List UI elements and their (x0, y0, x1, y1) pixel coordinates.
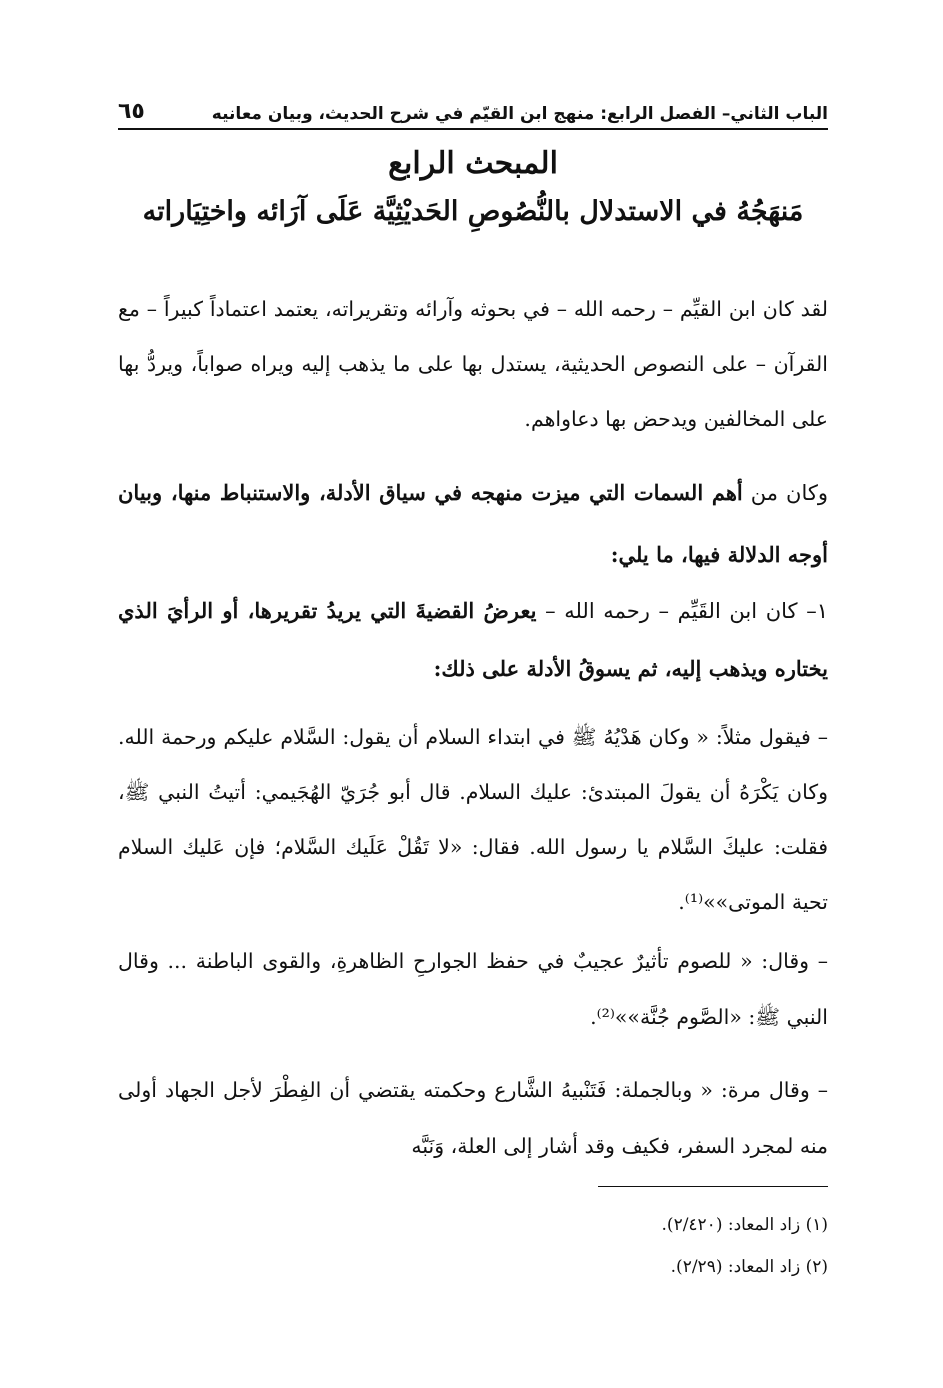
paragraph-example-fasting: – وقال: « للصوم تأثيرٌ عجيبٌ في حفظ الجوارحِ الظاهرةِ، والقوى الباطنة ... وقال النبي ﷺ: «الصَّوم جُنَّة»»⁽²⁾. (118, 949, 828, 1029)
paragraph-features-lead: وكان من (742, 481, 829, 505)
paragraph-features-bold: أهم السمات التي ميزت منهجه في سياق الأدلة، والاستنباط منها، وبيان أوجه الدلالة فيها، ما يلي: (118, 480, 828, 567)
paragraph-example-greeting: – فيقول مثلاً: « وكان هَدْيُهُ ﷺ في ابتداء السلام أن يقول: السَّلام عليكم ورحمة الله. وكان يَكْرَهُ أن يقولَ المبتدئ: عليك السلام. قال أبو جُرَيّ الهُجَيمي: أتيتُ النبي ﷺ، فقلت: عليكَ السَّلام يا رسول الله. فقال: «لا تَقُلْ عَلَيك السَّلام؛ فإن عَليك السلام تحية الموتى»»⁽¹⁾. (118, 725, 828, 914)
paragraph-point-one-lead: ١– كان ابن القَيِّم – رحمه الله – (536, 599, 828, 623)
page-number: ٦٥ (118, 99, 145, 124)
section-title: المبحث الرابع (388, 146, 558, 181)
paragraph-intro: لقد كان ابن القيِّم – رحمه الله – في بحوثه وآرائه وتقريراته، يعتمد اعتماداً كبيراً – مع القرآن – على النصوص الحديثية، يستدل بها على ما يذهب إليه ويراه صواباً، ويردُّ بها على المخالفين ويدحض بها دعاواهم. (118, 297, 828, 431)
footnote-2: (٢) زاد المعاد: (٢/٢٩). (670, 1257, 828, 1277)
section-subtitle: مَنهَجُهُ في الاستدلال بالنُّصُوصِ الحَديْثِيَّة عَلَى آرَائه واختِيَاراته (142, 196, 804, 227)
footnotes (118, 1204, 828, 1288)
paragraph-point-one-bold: يعرضُ القضيةَ التي يريدُ تقريرها، أو الرأيَ الذي يختاره ويذهب إليه، ثم يسوقُ الأدلة على ذلك: (118, 598, 828, 681)
footnote-rule (598, 1186, 828, 1187)
paragraph-point-one (118, 582, 828, 698)
paragraph-features-intro (118, 462, 828, 586)
paragraph-example-jihad: – وقال مرة: « وبالجملة: فَتَنْبيهُ الشَّارع وحكمته يقتضي أن الفِطْرَ لأجل الجهاد أولى منه لمجرد السفر، فكيف وقد أشار إلى العلة، وَنَبَّه (118, 1078, 828, 1158)
footnote-1: (١) زاد المعاد: (٢/٤٢٠). (661, 1215, 828, 1235)
header-rule (118, 128, 828, 130)
header-title: الباب الثاني– الفصل الرابع: منهج ابن القيّم في شرح الحديث، وبيان معانيه (211, 104, 828, 124)
running-header (118, 92, 828, 124)
